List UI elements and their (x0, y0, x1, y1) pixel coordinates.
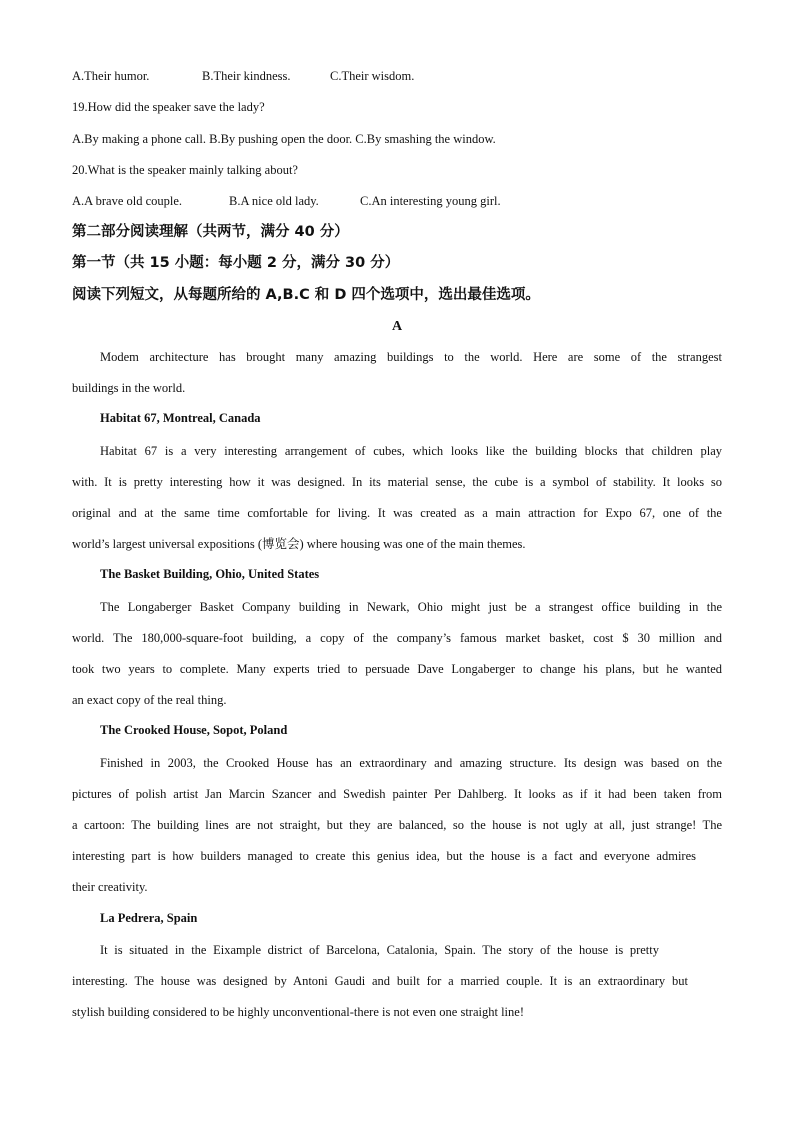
paragraph-line: Habitat 67 is a very interesting arrangement of cubes, which looks like the building blocks that children play (100, 444, 722, 458)
paragraph-line: interesting. The house was designed by Antoni Gaudi and built for a married couple. It is an extraordinary but (72, 974, 688, 988)
section-title-pedrera: La Pedrera, Spain (100, 911, 198, 925)
q19-question: 19.How did the speaker save the lady? (72, 100, 265, 114)
part2-title: 第二部分阅读理解（共两节，满分 40 分） (72, 224, 349, 240)
section1-title: 第一节（共 15 小题：每小题 2 分，满分 30 分） (72, 255, 400, 271)
q18-option-c: C.Their wisdom. (330, 69, 415, 83)
paragraph-line: an exact copy of the real thing. (72, 693, 227, 707)
paragraph-line: their creativity. (72, 880, 148, 894)
paragraph-line: pictures of polish artist Jan Marcin Szancer and Swedish painter Per Dahlberg. It looks as if it had been taken from (72, 787, 722, 801)
section-title-habitat: Habitat 67, Montreal, Canada (100, 411, 261, 425)
q20-option-a: A.A brave old couple. (72, 194, 183, 208)
paragraph-line: world’s largest universal expositions (博览会) where housing was one of the main themes. (72, 537, 526, 551)
q18-option-a: A.Their humor. (72, 69, 150, 83)
section-title-basket: The Basket Building, Ohio, United States (100, 567, 320, 581)
q18-options (72, 68, 722, 84)
passage-label: A (391, 319, 403, 334)
paragraph-line: world. The 180,000-square-foot building, a copy of the company’s famous market basket, cost $ 30 million and (72, 631, 722, 645)
intro-line-1: Modem architecture has brought many amazing buildings to the world. Here are some of the strangest (100, 350, 722, 364)
q20-options (72, 193, 722, 209)
paragraph-line: It is situated in the Eixample district of Barcelona, Catalonia, Spain. The story of the house is pretty (100, 943, 659, 957)
paragraph-line: with. It is pretty interesting how it was designed. In its material sense, the cube is a symbol of stability. It looks so (72, 475, 722, 489)
paragraph-line: a cartoon: The building lines are not straight, but they are balanced, so the house is not ugly at all, just strange! The (72, 818, 722, 832)
paragraph-line: stylish building considered to be highly unconventional-there is not even one straight line! (72, 1005, 524, 1019)
intro-line-2: buildings in the world. (72, 381, 186, 395)
paragraph-line: The Longaberger Basket Company building in Newark, Ohio might just be a strangest office building in the (100, 600, 722, 614)
q19-options: A.By making a phone call. B.By pushing open the door. C.By smashing the window. (72, 132, 496, 146)
instruction: 阅读下列短文，从每题所给的 A,B.C 和 D 四个选项中，选出最佳选项。 (72, 287, 540, 303)
q20-option-b: B.A nice old lady. (229, 194, 319, 208)
paragraph-line: took two years to complete. Many experts tried to persuade Dave Longaberger to change his plans, but he wanted (72, 662, 722, 676)
paragraph-line: interesting part is how builders managed to create this genius idea, but the house is a fact and everyone admires (72, 849, 696, 863)
q20-option-c: C.An interesting young girl. (360, 194, 501, 208)
q18-option-b: B.Their kindness. (202, 69, 291, 83)
section-title-crooked: The Crooked House, Sopot, Poland (100, 723, 288, 737)
q20-question: 20.What is the speaker mainly talking about? (72, 163, 298, 177)
paragraph-line: original and at the same time comfortable for living. It was created as a main attraction for Expo 67, one of the (72, 506, 722, 520)
paragraph-line: Finished in 2003, the Crooked House has an extraordinary and amazing structure. Its design was based on the (100, 756, 722, 770)
